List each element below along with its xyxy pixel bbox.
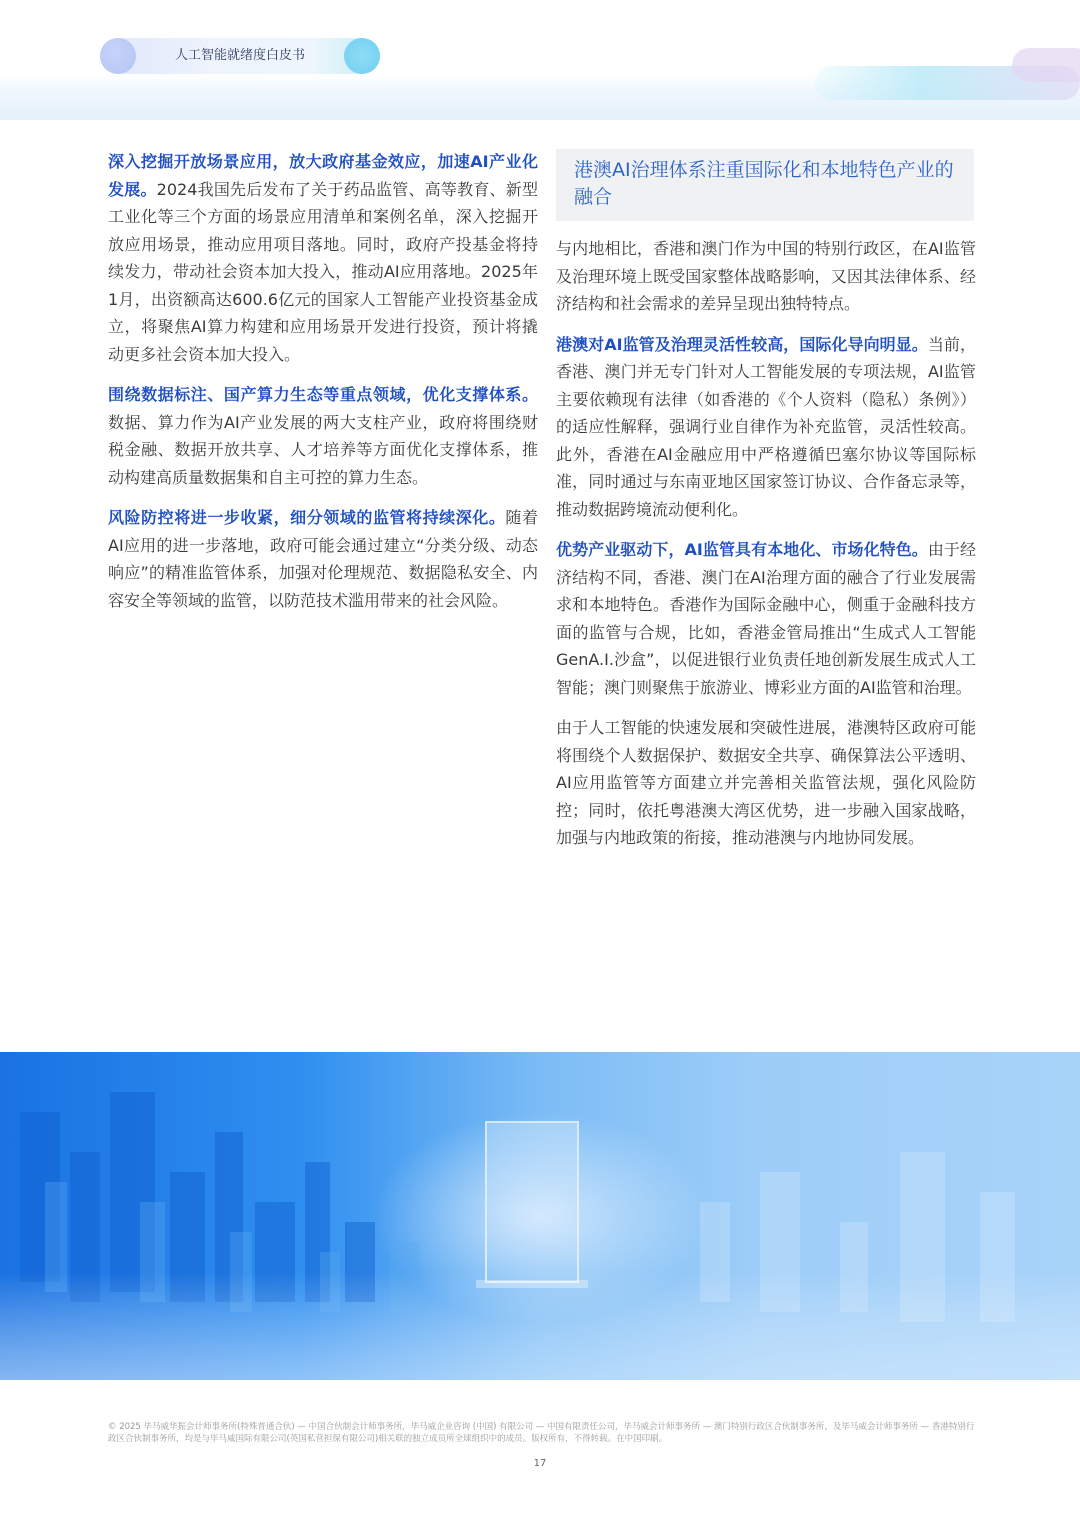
- paragraph-lead: 风险防控将进一步收紧，细分领域的监管将持续深化。: [108, 508, 506, 527]
- paragraph-body: 由于经济结构不同，香港、澳门在AI治理方面的融合了行业发展需求和本地特色。香港作为国际金融中心，侧重于金融科技方面的监管与合规，比如，香港金管局推出“生成式人工智能GenA.I.沙盒”，以促进银行业负责任地创新发展生成式人工智能；澳门则聚焦于旅游业、博彩业方面的AI监管和治理。: [556, 540, 976, 697]
- legal-notice: © 2025 毕马威华振会计师事务所(特殊普通合伙) — 中国合伙制会计师事务所，毕马威企业咨询 (中国) 有限公司 — 中国有限责任公司，毕马威会计师事务所 — 澳门特别行政区合伙制事务所，及毕马威会计师事务所 — 香港特别行政区合伙制事务所，均是与毕马威国际有限公司(英国私营担保有限公司)相关联的独立成员所全球组织中的成员。版权所有，不得转载。在中国印刷。: [108, 1422, 975, 1444]
- page-number: 17: [533, 1458, 547, 1469]
- right-column: [556, 148, 976, 865]
- paragraph: [556, 714, 976, 852]
- paragraph-body: 与内地相比，香港和澳门作为中国的特别行政区，在AI监管及治理环境上既受国家整体战略影响，又因其法律体系、经济结构和社会需求的差异呈现出独特特点。: [556, 239, 976, 313]
- paragraph-body: 当前，香港、澳门并无专门针对人工智能发展的专项法规，AI监管主要依赖现有法律（如香港的《个人资料（隐私）条例》）的适应性解释，强调行业自律作为补充监管，灵活性较高。此外，香港在AI金融应用中严格遵循巴塞尔协议等国际标准，同时通过与东南亚地区国家签订协议、合作备忘录等，推动数据跨境流动便利化。: [556, 334, 976, 519]
- header-decoration-secondary: [1012, 48, 1080, 82]
- section-heading-box: [556, 149, 974, 221]
- paragraph-lead: 深入挖掘开放场景应用，放大政府基金效应，加速AI产业化发展。: [108, 152, 538, 199]
- left-column: [108, 148, 538, 627]
- paragraph-body: 数据、算力作为AI产业发展的两大支柱产业，政府将围绕财税金融、数据开放共享、人才培养等方面优化支撑体系，推动构建高质量数据集和自主可控的算力生态。: [108, 412, 538, 487]
- paragraph: [108, 148, 538, 368]
- paragraph-lead: 港澳对AI监管及治理灵活性较高，国际化导向明显。: [556, 334, 928, 354]
- hero-illustration: [0, 1052, 1080, 1380]
- hero-image: [0, 1052, 1080, 1380]
- paragraph: [556, 235, 976, 318]
- section-title: 港澳AI治理体系注重国际化和本地特色产业的融合: [574, 159, 954, 208]
- paragraph-lead: 围绕数据标注、国产算力生态等重点领域，优化支撑体系。: [108, 385, 538, 404]
- paragraph: [108, 504, 538, 614]
- document-title: 人工智能就绪度白皮书: [174, 48, 305, 63]
- paragraph-body: 随着AI应用的进一步落地，政府可能会通过建立“分类分级、动态响应”的精准监管体系，加强对伦理规范、数据隐私安全、内容安全等领域的监管，以防范技术滥用带来的社会风险。: [108, 508, 538, 610]
- paragraph-body: 2024我国先后发布了关于药品监管、高等教育、新型工业化等三个方面的场景应用清单和案例名单，深入挖掘开放应用场景，推动应用项目落地。同时，政府产投基金将持续发力，带动社会资本加大投入，推动AI应用落地。2025年1月，出资额高达600.6亿元的国家人工智能产业投资基金成立，将聚焦AI算力构建和应用场景开发进行投资，预计将撬动更多社会资本加大投入。: [108, 179, 538, 364]
- paragraph: [108, 381, 538, 491]
- paragraph: [556, 536, 976, 701]
- paragraph-lead: 优势产业驱动下，AI监管具有本地化、市场化特色。: [556, 540, 928, 559]
- paragraph: [556, 331, 976, 524]
- paragraph-body: 由于人工智能的快速发展和突破性进展，港澳特区政府可能将围绕个人数据保护、数据安全共享、确保算法公平透明、AI应用监管等方面建立并完善相关监管法规，强化风险防控；同时，依托粤港澳大湾区优势，进一步融入国家战略，加强与内地政策的衔接，推动港澳与内地协同发展。: [556, 718, 976, 847]
